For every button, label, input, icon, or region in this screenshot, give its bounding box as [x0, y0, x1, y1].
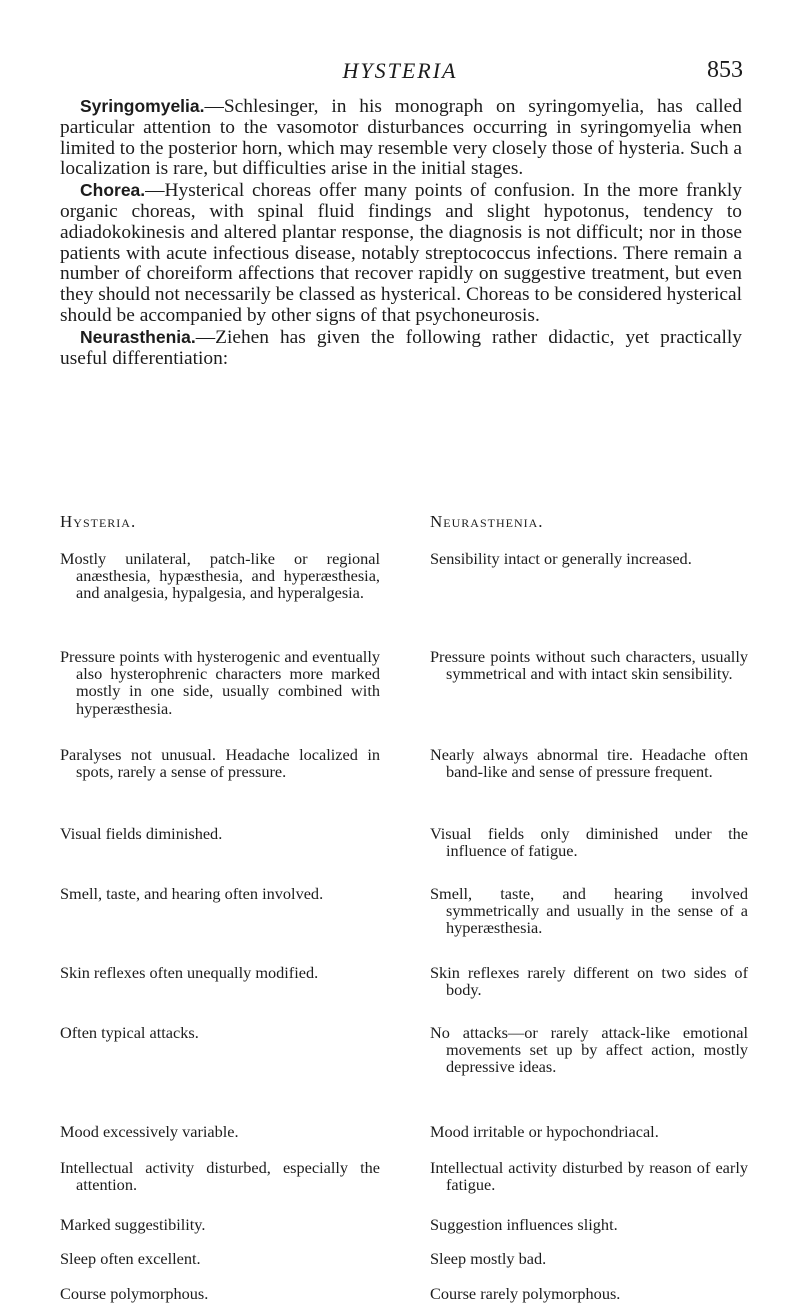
paragraph-chorea [60, 180, 742, 327]
neurasthenia-cell: Pressure points without such characters, usually symmetrical and with intact skin sensibility. [430, 647, 748, 684]
paragraph-heading: Syringomyelia. [80, 96, 205, 116]
body-text [60, 96, 742, 369]
hysteria-cell: Skin reflexes often unequally modified. [60, 963, 319, 982]
paragraph-neurasthenia [60, 327, 742, 370]
paragraph-text: —Ziehen has given the following rather didactic, yet practically useful differentiation: [60, 326, 742, 369]
paragraph-text: —Schlesinger, in his monograph on syringomyelia, has called particular attention to the vasomotor disturbances occurring in syringomyelia when limited to the posterior horn, which may resemble very closely those of hysteria. Such a localization is rare, but difficulties arise in the initial stages. [60, 96, 742, 180]
hysteria-cell: Paralyses not unusual. Headache localized in spots, rarely a sense of pressure. [60, 745, 380, 782]
neurasthenia-cell: Nearly always abnormal tire. Headache often band-like and sense of pressure frequent. [430, 745, 748, 782]
paragraph-text: —Hysterical choreas offer many points of confusion. In the more frankly organic choreas, with spinal fluid findings and slight hypotonus, tendency to adiadokokinesis and altered plantar response, the diagnosis is not difficult; nor in those patients with acute infectious disease, notably streptococcus infections. There remain a number of choreiform affections that recover rapidly on suggestive treatment, but even they should not necessarily be classed as hysterical. Choreas to be considered hysterical should be accompanied by other signs of that psychoneurosis. [60, 180, 742, 326]
column-heading-neurasthenia: Neurasthenia. [430, 512, 544, 531]
paragraph-heading: Neurasthenia. [80, 326, 196, 347]
neurasthenia-cell: Smell, taste, and hearing involved symmetrically and usually in the sense of a hyperæsthesia. [430, 884, 748, 938]
paragraph-heading: Chorea. [80, 180, 146, 201]
neurasthenia-cell: Intellectual activity disturbed by reason of early fatigue. [430, 1158, 748, 1195]
paragraph-syringomyelia [60, 96, 742, 180]
neurasthenia-cell: Skin reflexes rarely different on two sides of body. [430, 963, 748, 1000]
neurasthenia-cell: Sensibility intact or generally increased. [430, 549, 692, 568]
hysteria-cell: Mood excessively variable. [60, 1122, 239, 1141]
hysteria-cell: Pressure points with hysterogenic and eventually also hysterophrenic characters more marked mostly in one side, usually combined with hyperæsthesia. [60, 647, 380, 718]
running-title: HYSTERIA [342, 58, 458, 83]
hysteria-cell: Course polymorphous. [60, 1284, 209, 1303]
column-heading-hysteria: Hysteria. [60, 512, 137, 531]
hysteria-cell: Often typical attacks. [60, 1023, 199, 1042]
hysteria-cell: Intellectual activity disturbed, especially the attention. [60, 1158, 380, 1195]
hysteria-cell: Sleep often excellent. [60, 1249, 201, 1268]
hysteria-cell: Marked suggestibility. [60, 1215, 206, 1234]
neurasthenia-cell: No attacks—or rarely attack-like emotional movements set up by affect action, mostly depressive ideas. [430, 1023, 748, 1077]
neurasthenia-cell: Mood irritable or hypochondriacal. [430, 1122, 659, 1141]
hysteria-cell: Visual fields diminished. [60, 824, 223, 843]
neurasthenia-cell: Course rarely polymorphous. [430, 1284, 621, 1303]
neurasthenia-cell: Sleep mostly bad. [430, 1249, 547, 1268]
page-number: 853 [707, 57, 743, 83]
neurasthenia-cell: Suggestion influences slight. [430, 1215, 618, 1234]
neurasthenia-cell: Visual fields only diminished under the influence of fatigue. [430, 824, 748, 861]
hysteria-cell: Smell, taste, and hearing often involved. [60, 884, 324, 903]
hysteria-cell: Mostly unilateral, patch-like or regional anæsthesia, hypæsthesia, and hyperæsthesia, and analgesia, hypalgesia, and hyperalgesia. [60, 549, 380, 603]
